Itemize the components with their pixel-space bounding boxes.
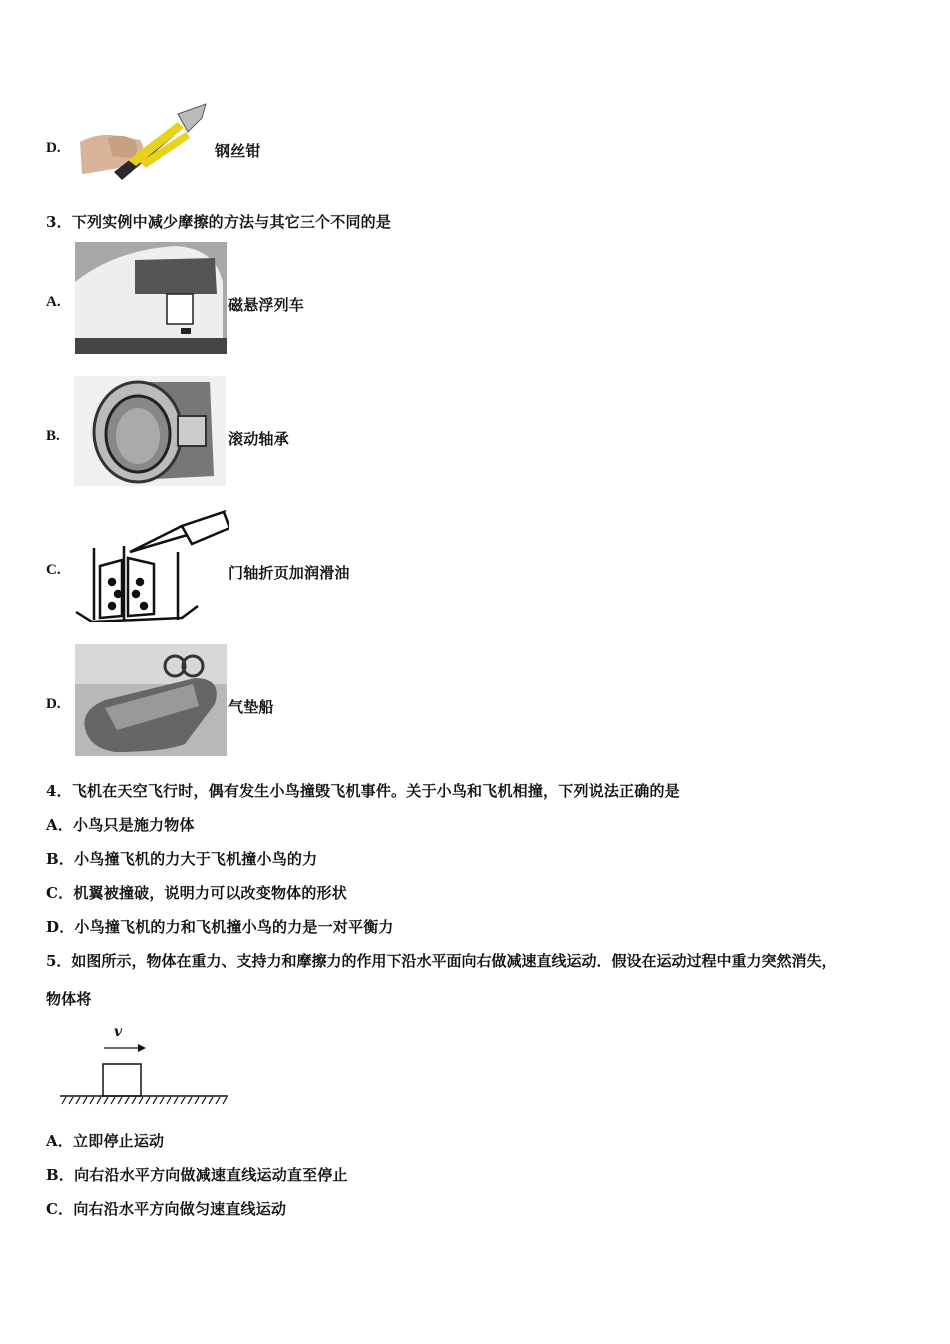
q4-option-a-letter: A． <box>46 816 74 834</box>
block-on-ground-diagram <box>56 1020 236 1112</box>
q5-option-c-text: 向右沿水平方向做匀速直线运动 <box>73 1200 287 1218</box>
q4-option-a <box>46 814 195 835</box>
q5-option-a-text: 立即停止运动 <box>73 1132 165 1150</box>
rolling-bearing-image <box>74 376 226 486</box>
hovercraft-image <box>75 644 227 756</box>
q5-option-a <box>46 1130 164 1151</box>
q2-option-d-caption: 钢丝钳 <box>215 142 261 160</box>
q4-option-b <box>46 848 317 869</box>
q2-option-d-letter: D. <box>46 140 61 156</box>
q3-option-a-caption: 磁悬浮列车 <box>228 296 305 314</box>
q5-option-b <box>46 1164 348 1185</box>
q4-option-c-text: 机翼被撞破，说明力可以改变物体的形状 <box>73 884 347 902</box>
q4-option-d-letter: D． <box>46 918 75 936</box>
q4-option-b-text: 小鸟撞飞机的力大于飞机撞小鸟的力 <box>74 850 318 868</box>
q4-option-b-letter: B． <box>46 850 75 868</box>
q3-option-d-letter: D. <box>46 696 61 712</box>
q5-option-c <box>46 1198 286 1219</box>
maglev-train-image <box>75 242 227 354</box>
q5-option-a-letter: A． <box>46 1132 74 1150</box>
q3-option-c-letter: C. <box>46 562 61 578</box>
q5-stem-line1: 5．如图所示，物体在重力、支持力和摩擦力的作用下沿水平面向右做减速直线运动．假设在运动过程中重力突然消失， <box>46 952 837 970</box>
q5-option-b-letter: B． <box>46 1166 75 1184</box>
pliers-image <box>78 102 208 186</box>
q3-option-b-letter: B. <box>46 428 60 444</box>
q4-option-c-letter: C． <box>46 884 74 902</box>
q3-stem: 3．下列实例中减少摩擦的方法与其它三个不同的是 <box>46 213 392 231</box>
q5-stem-line2: 物体将 <box>46 990 92 1008</box>
q5-option-c-letter: C． <box>46 1200 74 1218</box>
q3-option-c-caption: 门轴折页加润滑油 <box>228 564 350 582</box>
q3-option-b-caption: 滚动轴承 <box>228 430 289 448</box>
q4-option-a-text: 小鸟只是施力物体 <box>73 816 195 834</box>
q4-option-d <box>46 916 394 937</box>
q3-option-a-letter: A. <box>46 294 61 310</box>
door-hinge-oil-image <box>74 510 229 622</box>
q4-option-c <box>46 882 347 903</box>
q5-figure <box>56 1020 236 1112</box>
q4-stem: 4．飞机在天空飞行时，偶有发生小鸟撞毁飞机事件。关于小鸟和飞机相撞，下列说法正确的是 <box>46 782 680 800</box>
q5-option-b-text: 向右沿水平方向做减速直线运动直至停止 <box>74 1166 348 1184</box>
velocity-label: v <box>114 1024 123 1040</box>
q4-option-d-text: 小鸟撞飞机的力和飞机撞小鸟的力是一对平衡力 <box>74 918 394 936</box>
q3-option-d-caption: 气垫船 <box>228 698 274 716</box>
